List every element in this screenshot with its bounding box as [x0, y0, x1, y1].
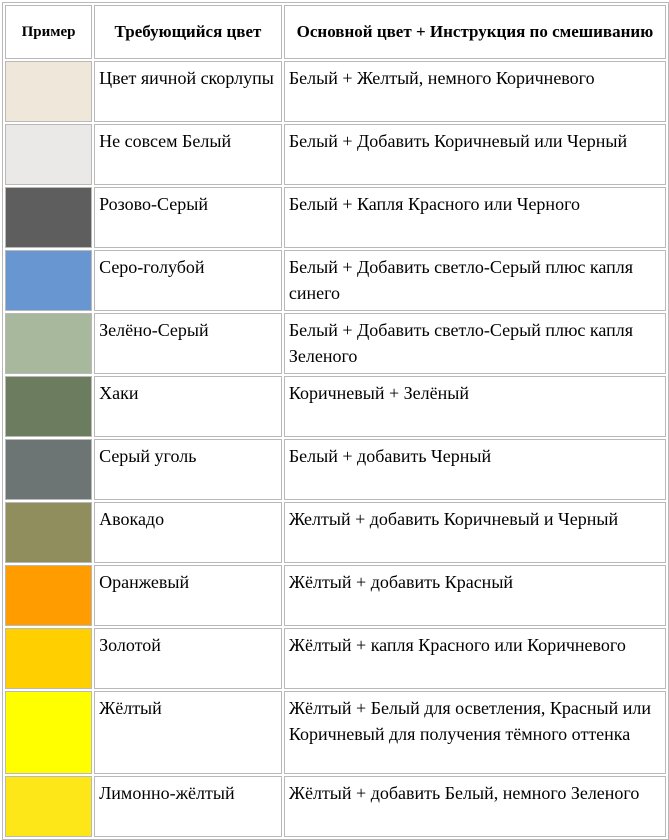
color-name: Золотой [94, 628, 282, 689]
swatch-cell [5, 187, 92, 248]
mix-instruction: Белый + Капля Красного или Черного [284, 187, 666, 248]
color-name: Жёлтый [94, 691, 282, 774]
color-name: Цвет яичной скорлупы [94, 61, 282, 122]
mix-instruction: Желтый + добавить Коричневый и Черный [284, 502, 666, 563]
mix-instruction: Белый + Добавить светло-Серый плюс капля синего [284, 250, 666, 311]
color-mixing-table [2, 2, 669, 840]
swatch-cell [5, 628, 92, 689]
color-name: Серо-голубой [94, 250, 282, 311]
header-sample: Пример [5, 5, 92, 59]
table-row [5, 250, 666, 311]
color-swatch [6, 62, 91, 121]
header-row [5, 5, 666, 59]
color-name: Серый уголь [94, 439, 282, 500]
color-name: Авокадо [94, 502, 282, 563]
color-swatch [6, 629, 91, 688]
swatch-cell [5, 439, 92, 500]
mix-instruction: Белый + Добавить светло-Серый плюс капля Зеленого [284, 313, 666, 374]
color-swatch [6, 377, 91, 436]
color-swatch [6, 251, 91, 310]
mix-instruction: Жёлтый + добавить Красный [284, 565, 666, 626]
mix-instruction: Белый + Добавить Коричневый или Черный [284, 124, 666, 185]
mix-instruction: Коричневый + Зелёный [284, 376, 666, 437]
swatch-cell [5, 313, 92, 374]
color-swatch [6, 777, 91, 836]
table-row [5, 565, 666, 626]
color-swatch [6, 692, 91, 773]
color-name: Розово-Серый [94, 187, 282, 248]
table-row [5, 187, 666, 248]
color-swatch [6, 314, 91, 373]
color-name: Оранжевый [94, 565, 282, 626]
mix-instruction: Жёлтый + капля Красного или Коричневого [284, 628, 666, 689]
swatch-cell [5, 776, 92, 837]
table-row [5, 376, 666, 437]
swatch-cell [5, 565, 92, 626]
table-row [5, 776, 666, 837]
table-row [5, 313, 666, 374]
color-name: Лимонно-жёлтый [94, 776, 282, 837]
header-instruction: Основной цвет + Инструкция по смешиванию [284, 5, 666, 59]
swatch-cell [5, 691, 92, 774]
mix-instruction: Жёлтый + добавить Белый, немного Зеленого [284, 776, 666, 837]
swatch-cell [5, 61, 92, 122]
color-swatch [6, 503, 91, 562]
table-row [5, 502, 666, 563]
mix-instruction: Жёлтый + Белый для осветления, Красный или Коричневый для получения тёмного оттенка [284, 691, 666, 774]
swatch-cell [5, 250, 92, 311]
swatch-cell [5, 124, 92, 185]
table-row [5, 628, 666, 689]
mix-instruction: Белый + Желтый, немного Коричневого [284, 61, 666, 122]
color-swatch [6, 188, 91, 247]
color-swatch [6, 566, 91, 625]
swatch-cell [5, 502, 92, 563]
color-name: Зелёно-Серый [94, 313, 282, 374]
table-row [5, 124, 666, 185]
color-name: Хаки [94, 376, 282, 437]
mix-instruction: Белый + добавить Черный [284, 439, 666, 500]
table-row [5, 691, 666, 774]
table-row [5, 61, 666, 122]
header-required-color: Требующийся цвет [94, 5, 282, 59]
color-swatch [6, 125, 91, 184]
color-name: Не совсем Белый [94, 124, 282, 185]
table-row [5, 439, 666, 500]
swatch-cell [5, 376, 92, 437]
color-swatch [6, 440, 91, 499]
